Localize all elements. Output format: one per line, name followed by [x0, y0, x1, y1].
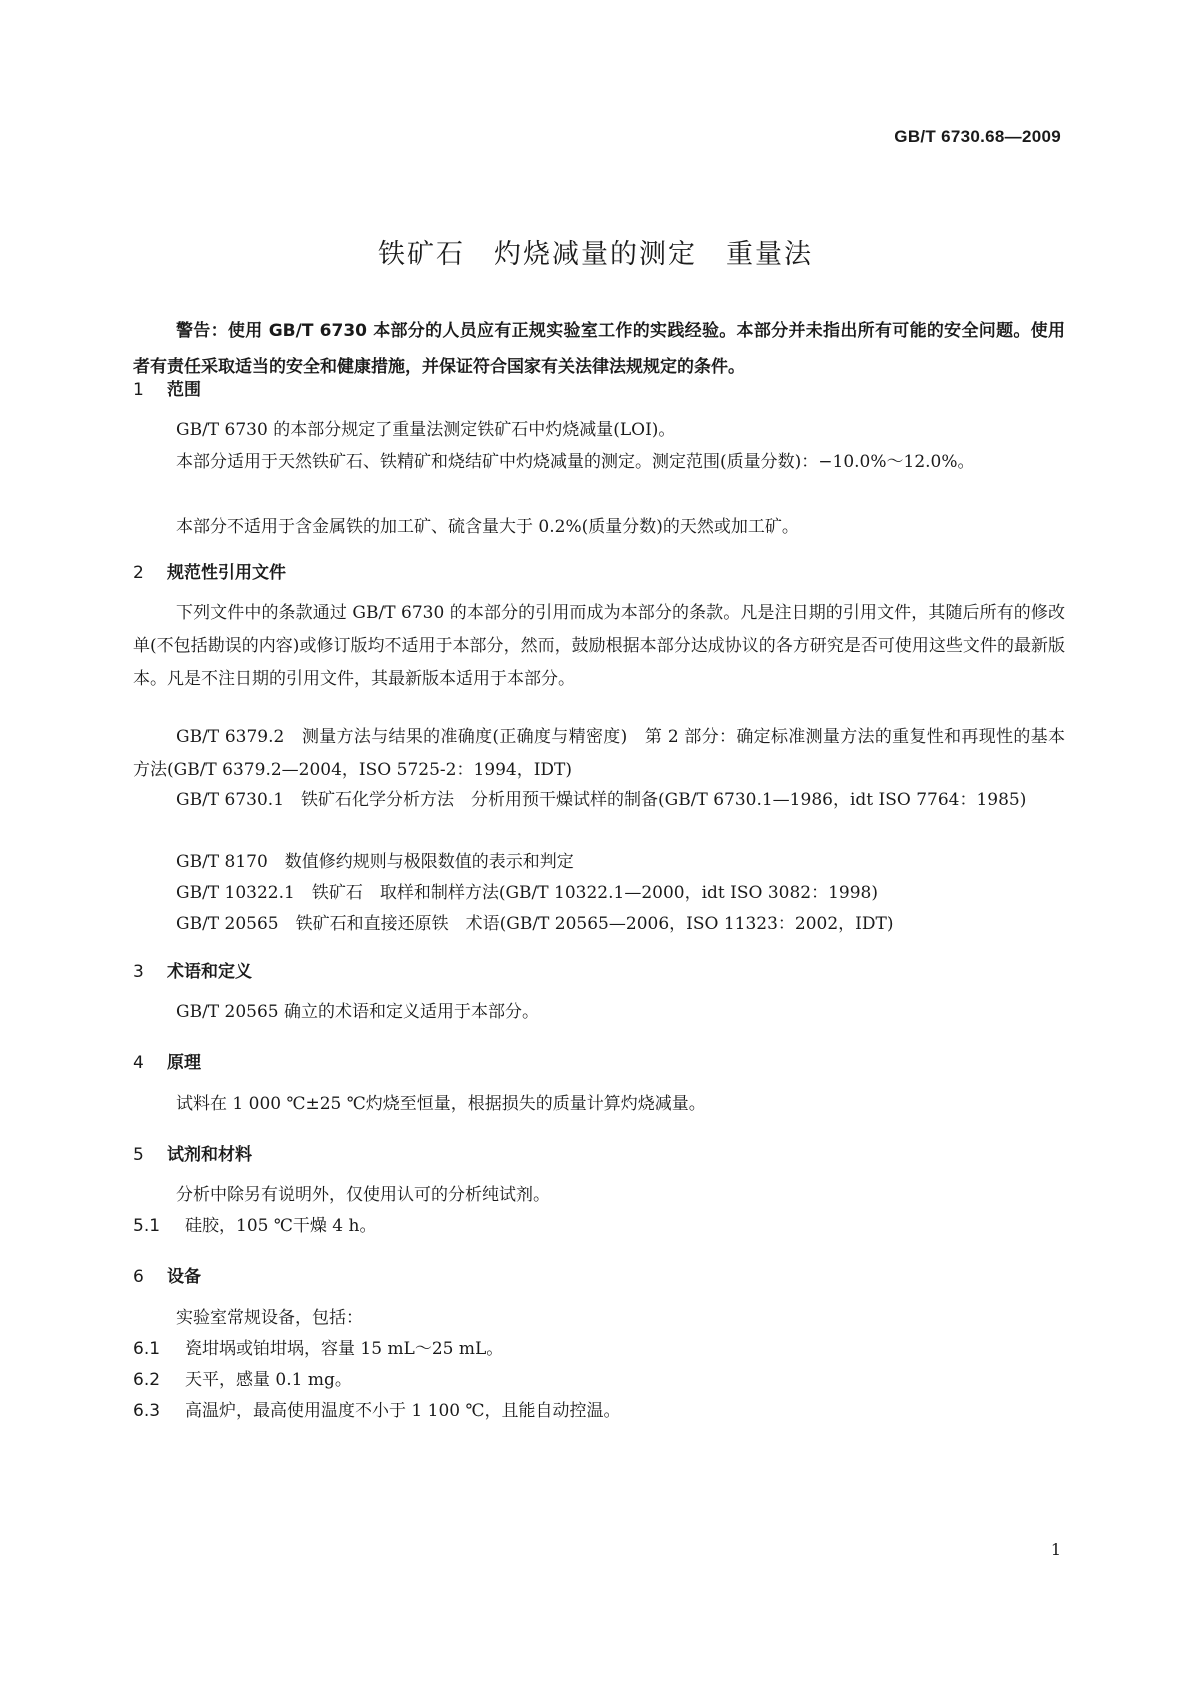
- item-number: 6.3: [133, 1401, 161, 1421]
- scope-paragraph-3: 本部分不适用于含金属铁的加工矿、硫含量大于 0.2%(质量分数)的天然或加工矿。: [176, 517, 799, 537]
- apparatus-paragraph: 实验室常规设备，包括：: [176, 1308, 363, 1328]
- scope-paragraph-1: GB/T 6730 的本部分规定了重量法测定铁矿石中灼烧减量(LOI)。: [176, 420, 676, 440]
- apparatus-item: [133, 1333, 1065, 1366]
- apparatus-item: [133, 1364, 1065, 1397]
- warning-paragraph: 警告：使用 GB/T 6730 本部分的人员应有正规实验室工作的实践经验。本部分并未指出所有可能的安全问题。使用者有责任采取适当的安全和健康措施，并保证符合国家有关法律法规规定的条件。: [133, 321, 1065, 377]
- section-title: 试剂和材料: [167, 1145, 252, 1165]
- section-number: 5: [133, 1145, 144, 1165]
- apparatus-item: [133, 1395, 1065, 1428]
- item-text: 瓷坩埚或铂坩埚，容量 15 mL～25 mL。: [185, 1339, 504, 1359]
- section-title: 原理: [167, 1053, 201, 1073]
- section-number: 3: [133, 962, 144, 982]
- section-number: 1: [133, 380, 144, 400]
- page-number: 1: [1050, 1540, 1061, 1559]
- section-number: 6: [133, 1267, 144, 1287]
- section-title: 设备: [167, 1267, 201, 1287]
- item-number: 5.1: [133, 1216, 161, 1236]
- item-text: 天平，感量 0.1 mg。: [185, 1370, 352, 1390]
- standard-code: GB/T 6730.68—2009: [894, 127, 1061, 146]
- item-text: 高温炉，最高使用温度不小于 1 100 ℃，且能自动控温。: [185, 1401, 621, 1421]
- reference-item: GB/T 20565 铁矿石和直接还原铁 术语(GB/T 20565—2006，ISO 11323：2002，IDT): [176, 914, 894, 934]
- scope-paragraph-2: 本部分适用于天然铁矿石、铁精矿和烧结矿中灼烧减量的测定。测定范围(质量分数)：−10.0%～12.0%。: [176, 452, 975, 472]
- item-number: 6.2: [133, 1370, 161, 1390]
- reference-item: GB/T 10322.1 铁矿石 取样和制样方法(GB/T 10322.1—2000，idt ISO 3082：1998): [176, 883, 878, 903]
- item-text: 硅胶，105 ℃干燥 4 h。: [185, 1216, 377, 1236]
- section-number: 4: [133, 1053, 144, 1073]
- section-2-heading: [133, 558, 286, 583]
- section-3-heading: [133, 957, 252, 982]
- terms-paragraph: GB/T 20565 确立的术语和定义适用于本部分。: [176, 1002, 540, 1022]
- principle-paragraph: 试料在 1 000 ℃±25 ℃灼烧至恒量，根据损失的质量计算灼烧减量。: [176, 1094, 706, 1114]
- reference-item: GB/T 8170 数值修约规则与极限数值的表示和判定: [176, 852, 574, 872]
- reference-item: GB/T 6730.1 铁矿石化学分析方法 分析用预干燥试样的制备(GB/T 6730.1—1986，idt ISO 7764：1985): [176, 790, 1027, 810]
- reagent-item: [133, 1210, 1065, 1243]
- section-6-heading: [133, 1262, 201, 1287]
- section-4-heading: [133, 1048, 201, 1073]
- section-5-heading: [133, 1140, 252, 1165]
- section-title: 术语和定义: [167, 962, 252, 982]
- references-intro-paragraph: 下列文件中的条款通过 GB/T 6730 的本部分的引用而成为本部分的条款。凡是注日期的引用文件，其随后所有的修改单(不包括勘误的内容)或修订版均不适用于本部分，然而，鼓励根据本部分达成协议的各方研究是否可使用这些文件的最新版本。凡是不注日期的引用文件，其最新版本适用于本部分。: [133, 603, 1065, 689]
- reference-item: GB/T 6379.2 测量方法与结果的准确度(正确度与精密度) 第 2 部分：确定标准测量方法的重复性和再现性的基本方法(GB/T 6379.2—2004，ISO 5725-2：1994，IDT): [133, 727, 1065, 780]
- reagents-paragraph: 分析中除另有说明外，仅使用认可的分析纯试剂。: [176, 1185, 550, 1205]
- section-title: 规范性引用文件: [167, 563, 286, 583]
- section-number: 2: [133, 563, 144, 583]
- item-number: 6.1: [133, 1339, 161, 1359]
- document-title: 铁矿石 灼烧减量的测定 重量法: [378, 239, 813, 270]
- section-1-heading: [133, 375, 201, 400]
- section-title: 范围: [167, 380, 201, 400]
